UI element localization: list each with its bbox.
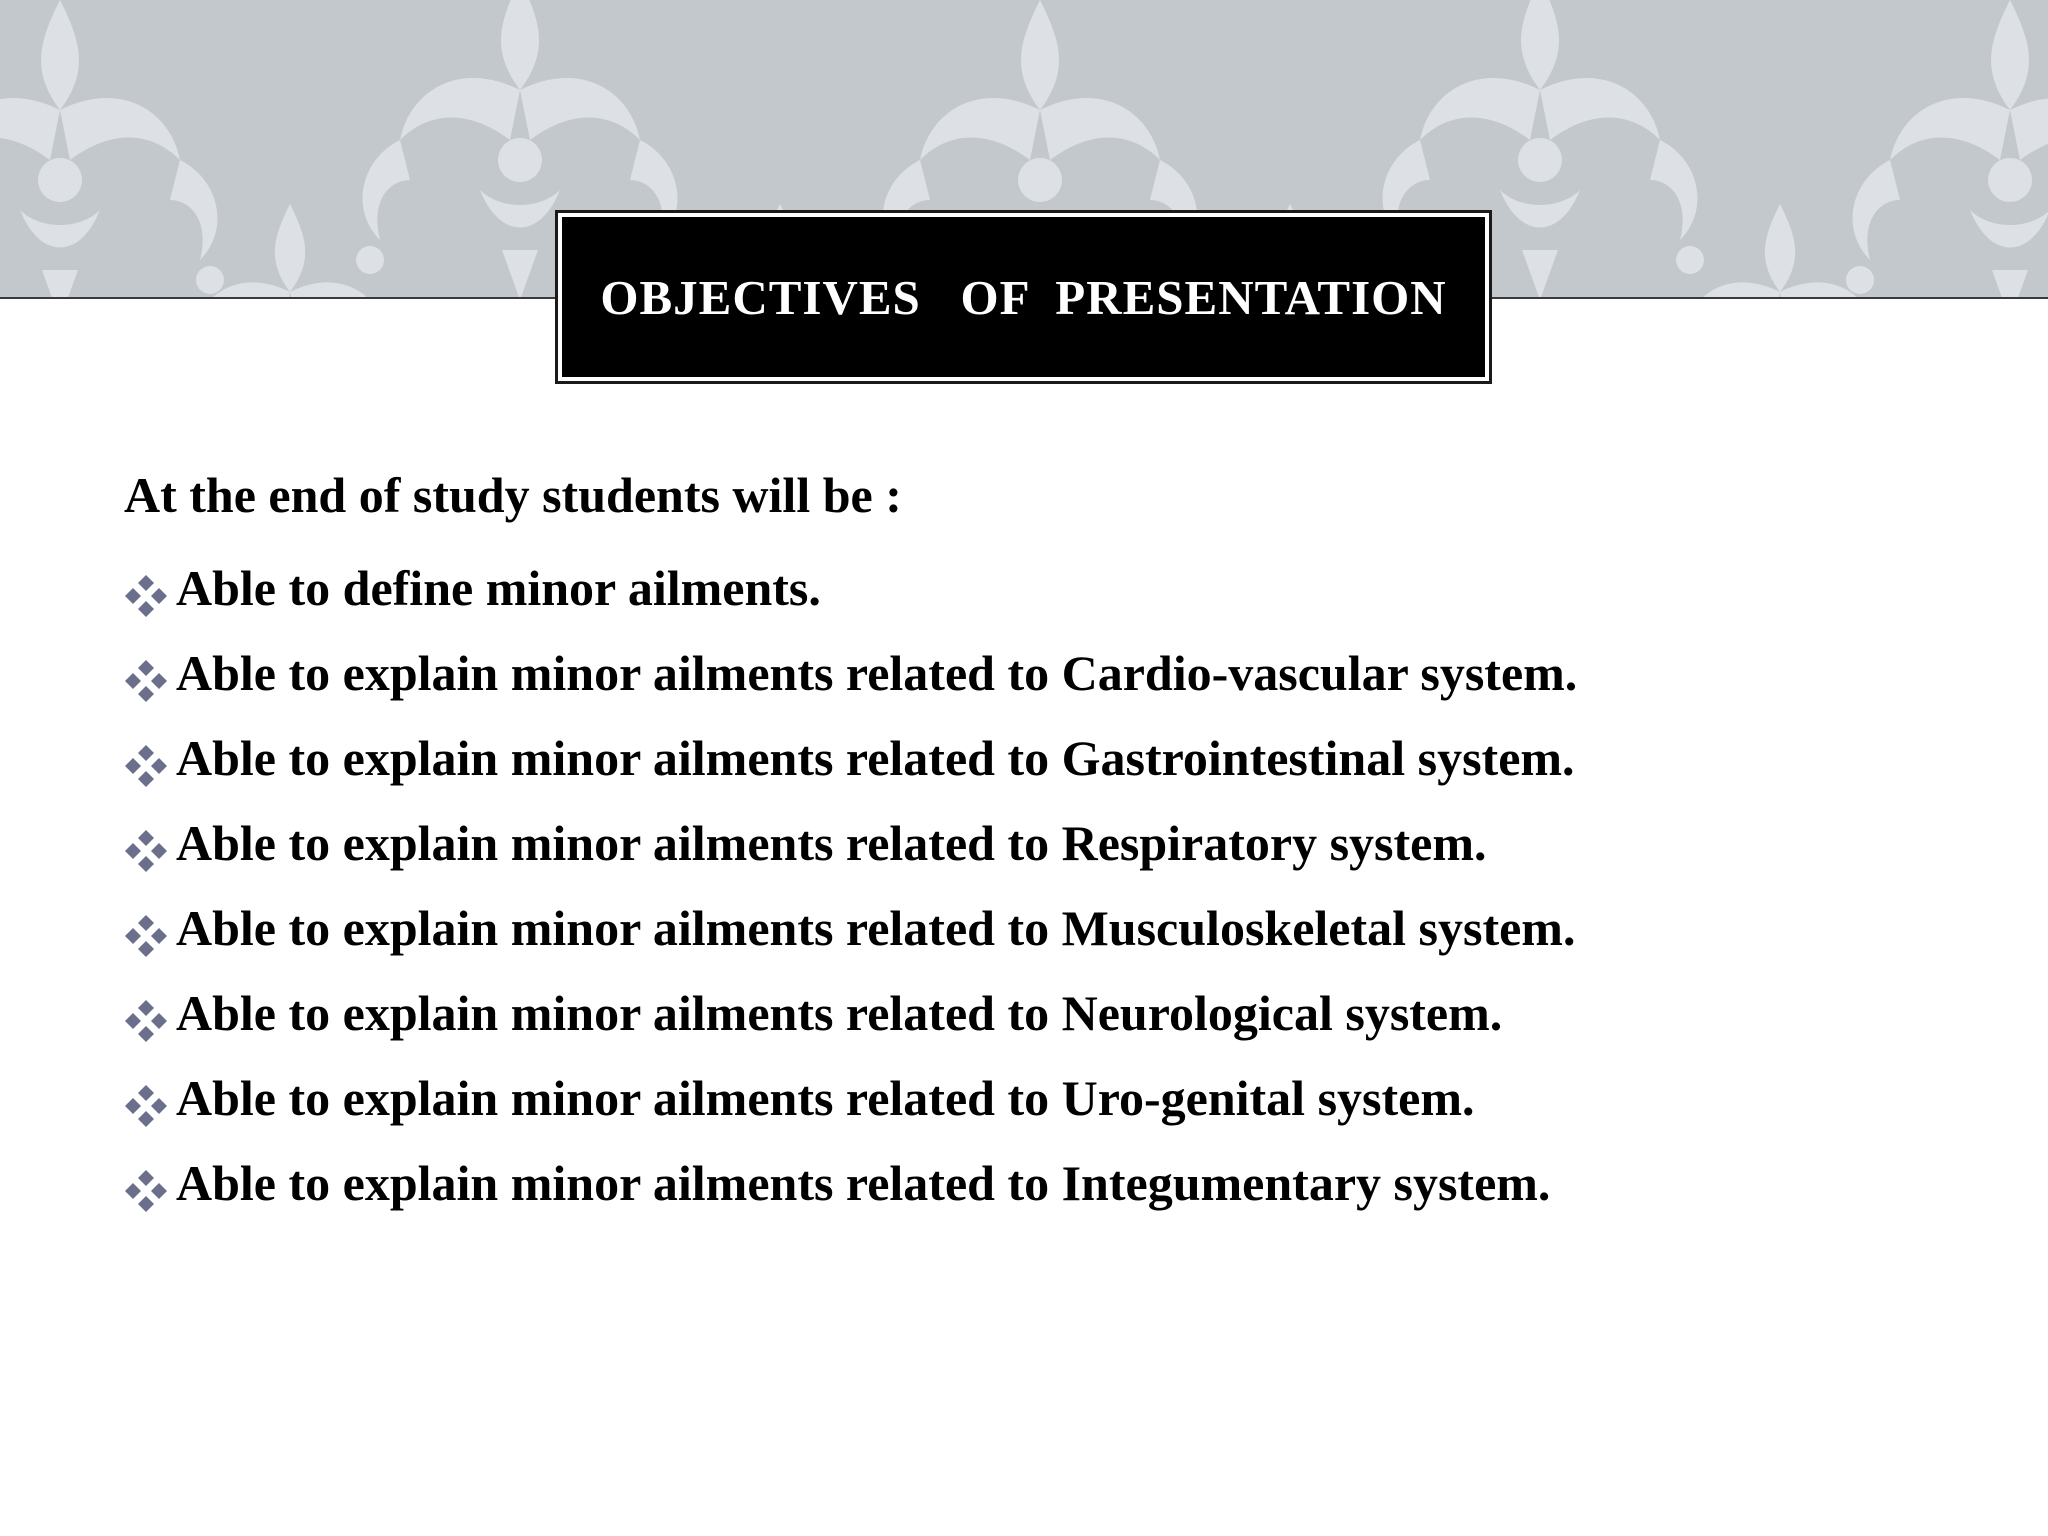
- four-diamond-bullet-icon: [124, 736, 168, 780]
- four-diamond-bullet-icon: [124, 1076, 168, 1120]
- four-diamond-bullet-icon: [124, 651, 168, 695]
- list-item: [124, 1055, 1984, 1140]
- title-background: [562, 217, 1485, 377]
- list-item: [124, 885, 1984, 970]
- list-item: [124, 1140, 1984, 1225]
- four-diamond-bullet-icon: [124, 906, 168, 950]
- list-item-text: Able to explain minor ailments related to Neurological system.: [176, 984, 1503, 1041]
- objectives-list: [124, 545, 1984, 1225]
- list-item: [124, 715, 1984, 800]
- list-item: [124, 545, 1984, 630]
- four-diamond-bullet-icon: [124, 821, 168, 865]
- list-item: [124, 630, 1984, 715]
- intro-text: At the end of study students will be :: [124, 467, 902, 523]
- four-diamond-bullet-icon: [124, 1161, 168, 1205]
- list-item-text: Able to explain minor ailments related to Musculoskeletal system.: [176, 899, 1576, 956]
- list-item-text: Able to explain minor ailments related to Cardio-vascular system.: [176, 644, 1578, 701]
- list-item-text: Able to explain minor ailments related to Gastrointestinal system.: [176, 729, 1575, 786]
- slide-title: OBJECTIVES OF PRESENTATION: [600, 269, 1447, 325]
- list-item-text: Able to define minor ailments.: [176, 559, 821, 616]
- list-item-text: Able to explain minor ailments related to Respiratory system.: [176, 814, 1487, 871]
- list-item: [124, 800, 1984, 885]
- four-diamond-bullet-icon: [124, 566, 168, 610]
- title-box: [555, 210, 1492, 384]
- list-item-text: Able to explain minor ailments related to Integumentary system.: [176, 1154, 1551, 1211]
- list-item-text: Able to explain minor ailments related to Uro-genital system.: [176, 1069, 1475, 1126]
- four-diamond-bullet-icon: [124, 991, 168, 1035]
- slide-body: [124, 460, 1984, 1225]
- list-item: [124, 970, 1984, 1055]
